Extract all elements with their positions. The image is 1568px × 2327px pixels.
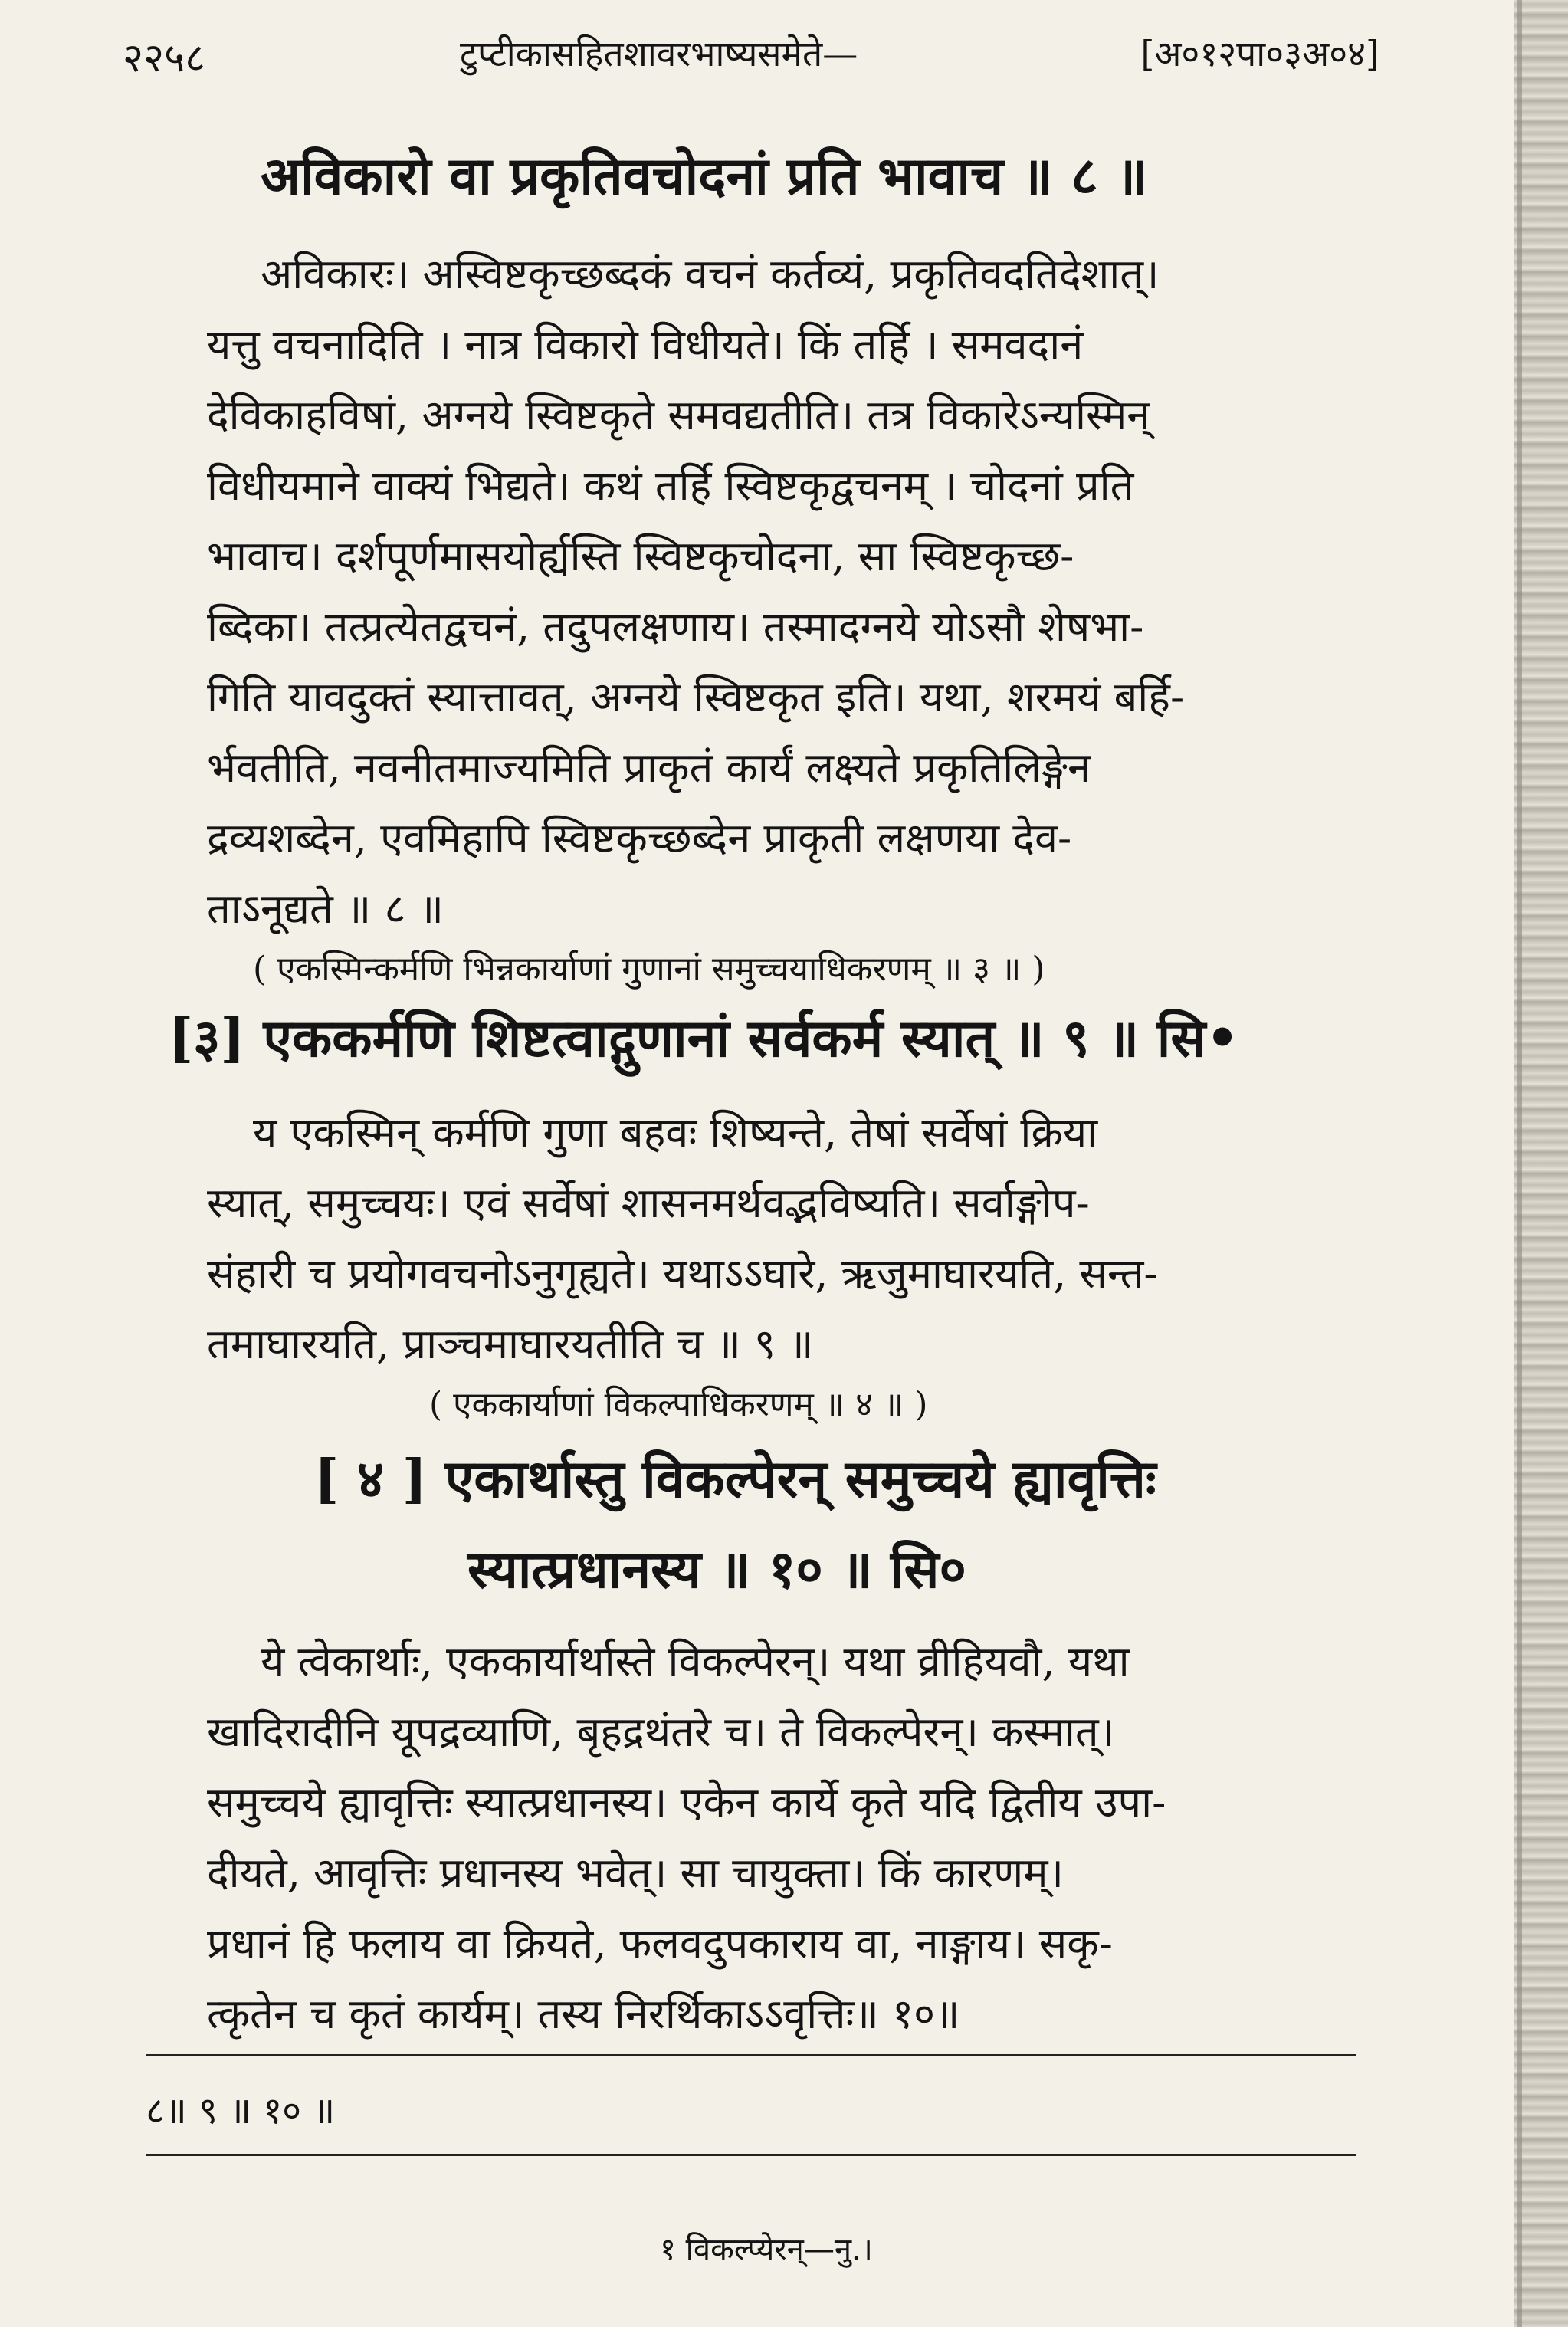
commentary-line: ये त्वेकार्थाः, एककार्यार्थास्ते विकल्पेरन्। यथा व्रीहियवौ, यथा [261,1637,1130,1685]
commentary-line: तमाघारयति, प्राञ्चमाघारयतीति च ॥ ९ ॥ [207,1320,814,1368]
commentary-line: र्भवतीति, नवनीतमाज्यमिति प्राकृतं कार्यं लक्ष्यते प्रकृतिलिङ्गेन [207,743,1091,792]
commentary-line: प्रधानं हि फलाय वा क्रियते, फलवदुपकाराय वा, नाङ्गाय। सकृ- [207,1919,1113,1968]
sutra-9-text: एककर्मणि शिष्टत्वाद्गुणानां सर्वकर्म स्यात् ॥ ९ ॥ सि• [263,1008,1239,1069]
commentary-line: अविकारः। अस्विष्टकृच्छब्दकं वचनं कर्तव्यं, प्रकृतिवदतिदेशात्। [261,250,1160,298]
sutra-10-text: एकार्थास्तु विकल्पेरन् समुच्चये ह्यावृत्तिः [444,1449,1156,1510]
sutra-reference-numbers: ८॥ ९ ॥ १० ॥ [146,2089,336,2132]
commentary-line: संहारी च प्रयोगवचनोऽनुगृह्यते। यथाऽऽघारे, ऋजुमाघारयति, सन्त- [207,1249,1158,1298]
sutra-10-number: [ ४ ] [314,1449,428,1510]
footnote-separator-bottom [146,2154,1356,2156]
commentary-line: ताऽनूद्यते ॥ ८ ॥ [207,885,444,933]
commentary-line: गिति यावदुक्तं स्यात्तावत्, अग्नये स्विष्टकृत इति। यथा, शरमयं बर्हि- [207,673,1185,721]
page-binding-line [1517,0,1522,2327]
commentary-line: देविकाहविषां, अग्नये स्विष्टकृते समवद्यतीति। तत्र विकारेऽन्यस्मिन् [207,391,1150,439]
sutra-10-heading-line-2: स्यात्प्रधानस्य ॥ १० ॥ सि० [467,1539,966,1600]
sutra-8-heading: अविकारो वा प्रकृतिवचोदनां प्रति भावाच ॥ ८ ॥ [261,146,1148,207]
commentary-line: स्यात्, समुच्चयः। एवं सर्वेषां शासनमर्थवद्भविष्यति। सर्वाङ्गोप- [207,1179,1090,1227]
commentary-line: त्कृतेन च कृतं कार्यम्। तस्य निरर्थिकाऽऽवृत्तिः॥ १०॥ [207,1990,960,2038]
commentary-line: समुच्चये ह्यावृत्तिः स्यात्प्रधानस्य। एकेन कार्ये कृते यदि द्वितीय उपा- [207,1778,1166,1826]
adhikarana-3-title: ( एकस्मिन्कर्मणि भिन्नकार्याणां गुणानां समुच्चयाधिकरणम् ॥ ३ ॥ ) [253,950,1045,989]
footnote-separator-top [146,2054,1356,2056]
chapter-reference: [अ०१२पा०३अ०४] [1140,33,1379,74]
sutra-9-number: [३] [169,1008,245,1069]
sutra-9-heading [169,1000,1239,1072]
commentary-line: विधीयमाने वाक्यं भिद्यते। कथं तर्हि स्विष्टकृद्वचनम् । चोदनां प्रति [207,461,1134,510]
commentary-line: यत्तु वचनादिति । नात्र विकारो विधीयते। किं तर्हि । समवदानं [207,320,1084,369]
commentary-line: य एकस्मिन् कर्मणि गुणा बहवः शिष्यन्ते, तेषां सर्वेषां क्रिया [253,1108,1098,1157]
footnote: १ विकल्प्येरन्—नु.। [660,2232,873,2267]
page-number: २२५८ [123,35,206,81]
running-title: टुप्टीकासहितशावरभाष्यसमेते— [460,33,858,74]
commentary-line: भावाच। दर्शपूर्णमासयोर्ह्यस्ति स्विष्टकृचोदना, सा स्विष्टकृच्छ- [207,532,1074,580]
commentary-line: द्रव्यशब्देन, एवमिहापि स्विष्टकृच्छब्देन प्राकृती लक्षणया देव- [207,814,1072,862]
adhikarana-4-title: ( एककार्याणां विकल्पाधिकरणम् ॥ ४ ॥ ) [429,1385,928,1424]
running-header [123,21,1379,83]
sutra-10-heading-line-1 [314,1441,1156,1512]
page-edge-shadow [1514,0,1568,2327]
commentary-line: ब्दिका। तत्प्रत्येतद्वचनं, तदुपलक्षणाय। तस्मादग्नये योऽसौ शेषभा- [207,602,1144,651]
commentary-line: दीयते, आवृत्तिः प्रधानस्य भवेत्। सा चायुक्ता। किं कारणम्। [207,1849,1064,1897]
commentary-line: खादिरादीनि यूपद्रव्याणि, बृहद्रथंतरे च। ते विकल्पेरन्। कस्मात्। [207,1708,1115,1756]
